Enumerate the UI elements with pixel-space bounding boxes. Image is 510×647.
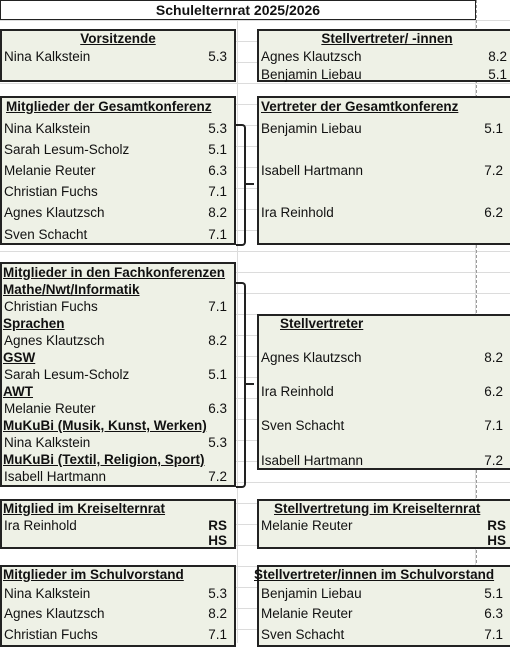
member-value[interactable]: 8.2 <box>208 205 227 220</box>
vertreter-name[interactable]: Benjamin Liebau <box>261 121 362 136</box>
stellvertreter-name[interactable]: Agnes Klautzsch <box>261 350 362 365</box>
member-value[interactable]: 5.3 <box>208 435 227 450</box>
vertreter-value[interactable]: 6.2 <box>484 205 503 220</box>
fach-stellvertreter-heading: Stellvertreter <box>280 316 364 331</box>
kreiselternrat-school-type[interactable]: RS <box>208 518 227 533</box>
vertreter-value[interactable]: 5.1 <box>484 121 503 136</box>
stellvertreter-value[interactable]: 7.2 <box>484 453 503 468</box>
stellvertreter-name[interactable]: Isabell Hartmann <box>261 453 364 468</box>
stellvertreter-value[interactable]: 5.1 <box>488 67 507 82</box>
group-bracket <box>236 282 246 488</box>
member-name[interactable]: Sven Schacht <box>4 227 88 242</box>
stellvertreter-name[interactable]: Melanie Reuter <box>261 606 353 621</box>
stellvertreter-name[interactable]: Agnes Klautzsch <box>261 49 362 64</box>
stellvertreter-name[interactable]: Sven Schacht <box>261 627 345 642</box>
bracket-connector <box>244 383 254 385</box>
subject-heading: AWT <box>3 384 33 399</box>
member-name[interactable]: Melanie Reuter <box>4 163 96 178</box>
subject-heading: MuKuBi (Textil, Religion, Sport) <box>3 452 205 467</box>
kreiselternrat-school-type[interactable]: HS <box>208 533 227 548</box>
stellvertreter-value[interactable]: 8.2 <box>488 49 507 64</box>
stellvertreter-name[interactable]: Benjamin Liebau <box>261 586 362 601</box>
member-name[interactable]: Melanie Reuter <box>4 401 96 416</box>
member-name[interactable]: Nina Kalkstein <box>4 121 91 136</box>
subject-heading: Sprachen <box>3 316 65 331</box>
group-bracket <box>236 124 246 246</box>
subject-heading: MuKuBi (Musik, Kunst, Werken) <box>3 418 207 433</box>
member-value[interactable]: 7.1 <box>208 627 227 642</box>
kreis-stellvertretung-name[interactable]: Melanie Reuter <box>261 518 353 533</box>
vertreter-value[interactable]: 7.2 <box>484 163 503 178</box>
stellvertreter-value[interactable]: 6.2 <box>484 384 503 399</box>
vorsitzende-name[interactable]: Nina Kalkstein <box>4 49 91 64</box>
stellvertreter-value[interactable]: 8.2 <box>484 350 503 365</box>
member-name[interactable]: Christian Fuchs <box>4 299 98 314</box>
member-value[interactable]: 7.1 <box>208 299 227 314</box>
member-name[interactable]: Christian Fuchs <box>4 184 98 199</box>
vertreter-name[interactable]: Ira Reinhold <box>261 205 334 220</box>
schulvorstand-stellv-heading: Stellvertreter/innen im Schulvorstand <box>254 567 495 582</box>
bracket-connector <box>244 183 254 185</box>
vorsitzende-heading: Vorsitzende <box>80 31 156 46</box>
stellvertreter-name[interactable]: Benjamin Liebau <box>261 67 362 82</box>
member-value[interactable]: 6.3 <box>208 163 227 178</box>
stellvertreter-value[interactable]: 7.1 <box>484 418 503 433</box>
stellvertreter-value[interactable]: 6.3 <box>484 606 503 621</box>
member-name[interactable]: Agnes Klautzsch <box>4 333 105 348</box>
member-name[interactable]: Christian Fuchs <box>4 627 98 642</box>
kreiselternrat-name[interactable]: Ira Reinhold <box>4 518 77 533</box>
stellvertreter-name[interactable]: Ira Reinhold <box>261 384 334 399</box>
member-name[interactable]: Sarah Lesum-Scholz <box>4 367 130 382</box>
member-value[interactable]: 6.3 <box>208 401 227 416</box>
stellvertreter-heading: Stellvertreter/ -innen <box>321 31 453 46</box>
stellvertreter-value[interactable]: 7.1 <box>484 627 503 642</box>
kreis-school-type[interactable]: HS <box>487 533 506 548</box>
member-value[interactable]: 5.3 <box>208 121 227 136</box>
stellvertreter-name[interactable]: Sven Schacht <box>261 418 345 433</box>
member-name[interactable]: Agnes Klautzsch <box>4 606 105 621</box>
schulvorstand-heading: Mitglieder im Schulvorstand <box>3 567 184 582</box>
member-value[interactable]: 8.2 <box>208 333 227 348</box>
member-name[interactable]: Nina Kalkstein <box>4 435 91 450</box>
vorsitzende-value[interactable]: 5.3 <box>208 49 227 64</box>
member-value[interactable]: 5.1 <box>208 142 227 157</box>
stellvertreter-value[interactable]: 5.1 <box>484 586 503 601</box>
member-value[interactable]: 5.3 <box>208 586 227 601</box>
member-name[interactable]: Agnes Klautzsch <box>4 205 105 220</box>
member-name[interactable]: Nina Kalkstein <box>4 586 91 601</box>
kreis-school-type[interactable]: RS <box>487 518 506 533</box>
subject-heading: GSW <box>3 350 36 365</box>
member-name[interactable]: Sarah Lesum-Scholz <box>4 142 130 157</box>
member-value[interactable]: 7.1 <box>208 227 227 242</box>
vertreter-name[interactable]: Isabell Hartmann <box>261 163 364 178</box>
member-value[interactable]: 5.1 <box>208 367 227 382</box>
member-value[interactable]: 7.2 <box>208 469 227 484</box>
fachkonferenzen-heading: Mitglieder in den Fachkonferenzen <box>3 265 226 280</box>
member-value[interactable]: 7.1 <box>208 184 227 199</box>
page-title: Schulelternrat 2025/2026 <box>0 0 476 20</box>
member-name[interactable]: Isabell Hartmann <box>4 469 107 484</box>
gesamtkonferenz-heading: Mitglieder der Gesamtkonferenz <box>6 99 212 114</box>
member-value[interactable]: 8.2 <box>208 606 227 621</box>
vertreter-heading: Vertreter der Gesamtkonferenz <box>261 99 459 114</box>
kreiselternrat-heading: Mitglied im Kreiselternrat <box>3 501 166 516</box>
subject-heading: Mathe/Nwt/Informatik <box>3 282 140 297</box>
kreis-stellvertretung-heading: Stellvertretung im Kreiselternrat <box>274 501 481 516</box>
